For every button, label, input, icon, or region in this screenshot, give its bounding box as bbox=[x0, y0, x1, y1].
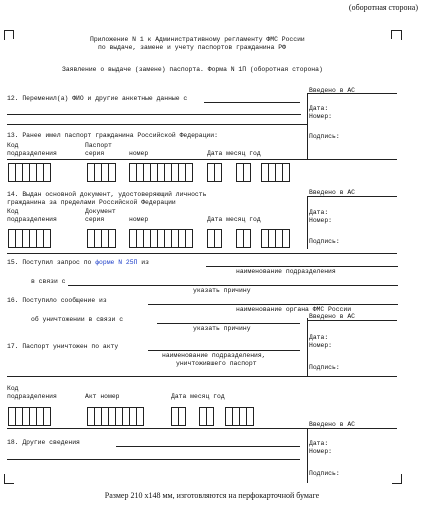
section-14-col2b: серия bbox=[85, 216, 105, 223]
s14-number-cells[interactable] bbox=[129, 229, 193, 249]
footer-note: Размер 210 x148 мм, изготовляются на перфокарточной бумаге bbox=[104, 491, 320, 500]
s14-day-cells[interactable] bbox=[207, 229, 222, 249]
side-rule-18 bbox=[7, 428, 397, 429]
side-date-18: Дата: bbox=[309, 440, 329, 447]
section-17-rule bbox=[7, 376, 397, 377]
section-16-line-2 bbox=[157, 323, 300, 324]
section-18-line-2 bbox=[7, 459, 300, 460]
side-rule-12 bbox=[307, 93, 397, 94]
side-number-16: Номер: bbox=[309, 342, 333, 349]
section-13-label: 13. Ранее имел паспорт гражданина Российской Федерации: bbox=[7, 132, 218, 139]
section-15-caption-2: указать причину bbox=[193, 287, 251, 294]
right-column-divider bbox=[307, 93, 308, 159]
s17-day-cells[interactable] bbox=[171, 407, 186, 427]
frame-right-tick bbox=[391, 30, 392, 39]
section-13-col1: Код bbox=[7, 142, 19, 149]
section-14-col4: Дата месяц год bbox=[207, 216, 261, 223]
section-13-col3: номер bbox=[129, 150, 149, 157]
s17-year-cells[interactable] bbox=[225, 407, 254, 427]
section-12-line bbox=[204, 102, 300, 103]
side-rule-16 bbox=[307, 320, 397, 321]
section-16-caption-1: наименование органа ФМС России bbox=[236, 306, 352, 313]
side-entered-18: Введено в АС bbox=[309, 421, 356, 428]
side-signature-18: Подпись: bbox=[309, 470, 340, 477]
side-entered-16: Введено в АС bbox=[309, 313, 356, 320]
side-date-14: Дата: bbox=[309, 209, 329, 216]
section-13-col1b: подразделения bbox=[7, 150, 57, 157]
section-17-caption-1: наименование подразделения, bbox=[162, 352, 266, 359]
side-caption: (оборотная сторона) bbox=[348, 3, 418, 12]
s13-day-cells[interactable] bbox=[207, 163, 222, 183]
section-15-line-2-label: в связи с bbox=[31, 278, 66, 285]
section-14-rule bbox=[7, 253, 397, 254]
right-column-divider-3 bbox=[307, 318, 308, 376]
section-13-col2: Паспорт bbox=[85, 142, 112, 149]
header-line-3: Заявление о выдаче (замене) паспорта. Форма N 1П (оборотная сторона) bbox=[62, 66, 323, 73]
side-entered-12: Введено в АС bbox=[309, 87, 356, 94]
section-16-label: 16. Поступило сообщение из bbox=[7, 297, 107, 304]
section-14-label-1: 14. Выдан основной документ, удостоверяющий личность bbox=[7, 191, 207, 198]
section-17-col1: Код bbox=[7, 385, 19, 392]
section-18-line-1 bbox=[116, 446, 300, 447]
s13-code-cells[interactable] bbox=[8, 163, 51, 183]
s17-code-cells[interactable] bbox=[8, 407, 51, 427]
s14-series-cells[interactable] bbox=[87, 229, 116, 249]
frame-corner-bottom-left bbox=[4, 474, 14, 484]
section-17-col3: Дата месяц год bbox=[171, 393, 225, 400]
s13-series-cells[interactable] bbox=[87, 163, 116, 183]
s13-number-cells[interactable] bbox=[129, 163, 193, 183]
section-12-line-2 bbox=[7, 114, 301, 115]
section-12-label: 12. Переменил(а) ФИО и другие анкетные данные с bbox=[7, 95, 188, 102]
side-signature-12: Подпись: bbox=[309, 133, 340, 140]
section-16-line-2-label: об уничтожении в связи с bbox=[31, 316, 124, 323]
section-15-text-pre: 15. Поступил запрос по bbox=[7, 259, 96, 266]
form-25p-link[interactable]: форме N 25П bbox=[95, 259, 138, 266]
section-14-col3: номер bbox=[129, 216, 149, 223]
side-date-12: Дата: bbox=[309, 105, 329, 112]
section-17-col2: Акт номер bbox=[85, 393, 120, 400]
side-date-16: Дата: bbox=[309, 334, 329, 341]
frame-corner-bottom-right bbox=[392, 474, 402, 484]
section-17-line bbox=[148, 350, 300, 351]
s14-month-cells[interactable] bbox=[236, 229, 251, 249]
section-13-rule bbox=[7, 159, 397, 160]
side-number-12: Номер: bbox=[309, 113, 333, 120]
section-14-col2: Документ bbox=[85, 208, 116, 215]
side-signature-16: Подпись: bbox=[309, 364, 340, 371]
section-17-label: 17. Паспорт уничтожен по акту bbox=[7, 343, 119, 350]
header-line-2: по выдаче, замене и учету паспортов гражданина РФ bbox=[98, 44, 286, 51]
s14-code-cells[interactable] bbox=[8, 229, 51, 249]
section-15-line-1 bbox=[206, 266, 398, 267]
section-15-text-post: из bbox=[137, 259, 149, 266]
side-number-14: Номер: bbox=[309, 217, 333, 224]
frame-left-tick bbox=[13, 30, 14, 39]
side-entered-14: Введено в АС bbox=[309, 189, 356, 196]
section-14-col1: Код bbox=[7, 208, 19, 215]
s14-year-cells[interactable] bbox=[261, 229, 290, 249]
s17-month-cells[interactable] bbox=[199, 407, 214, 427]
section-16-caption-2: указать причину bbox=[193, 325, 251, 332]
section-13-col2b: серия bbox=[85, 150, 105, 157]
section-17-caption-2: уничтожившего паспорт bbox=[176, 360, 257, 367]
section-17-col1b: подразделения bbox=[7, 393, 57, 400]
s13-year-cells[interactable] bbox=[261, 163, 290, 183]
s13-month-cells[interactable] bbox=[236, 163, 251, 183]
header-line-1: Приложение N 1 к Административному регламенту ФМС России bbox=[90, 36, 305, 43]
section-14-col1b: подразделения bbox=[7, 216, 57, 223]
section-13-col4: Дата месяц год bbox=[207, 150, 261, 157]
section-15-label bbox=[7, 259, 149, 267]
right-column-divider-4 bbox=[307, 428, 308, 483]
side-number-18: Номер: bbox=[309, 448, 333, 455]
section-18-label: 18. Другие сведения bbox=[7, 439, 80, 446]
section-15-caption-1: наименование подразделения bbox=[236, 268, 336, 275]
side-rule-14 bbox=[307, 196, 397, 197]
section-16-line-1 bbox=[148, 304, 398, 305]
s17-act-number-cells[interactable] bbox=[87, 407, 144, 427]
right-column-divider-2 bbox=[307, 196, 308, 249]
frame-corner-top-right bbox=[392, 30, 402, 40]
section-14-label-2: гражданина за пределами Российской Федерации bbox=[7, 199, 176, 206]
section-15-line-2 bbox=[68, 285, 398, 286]
side-signature-14: Подпись: bbox=[309, 238, 340, 245]
section-12-bottom bbox=[7, 124, 307, 125]
